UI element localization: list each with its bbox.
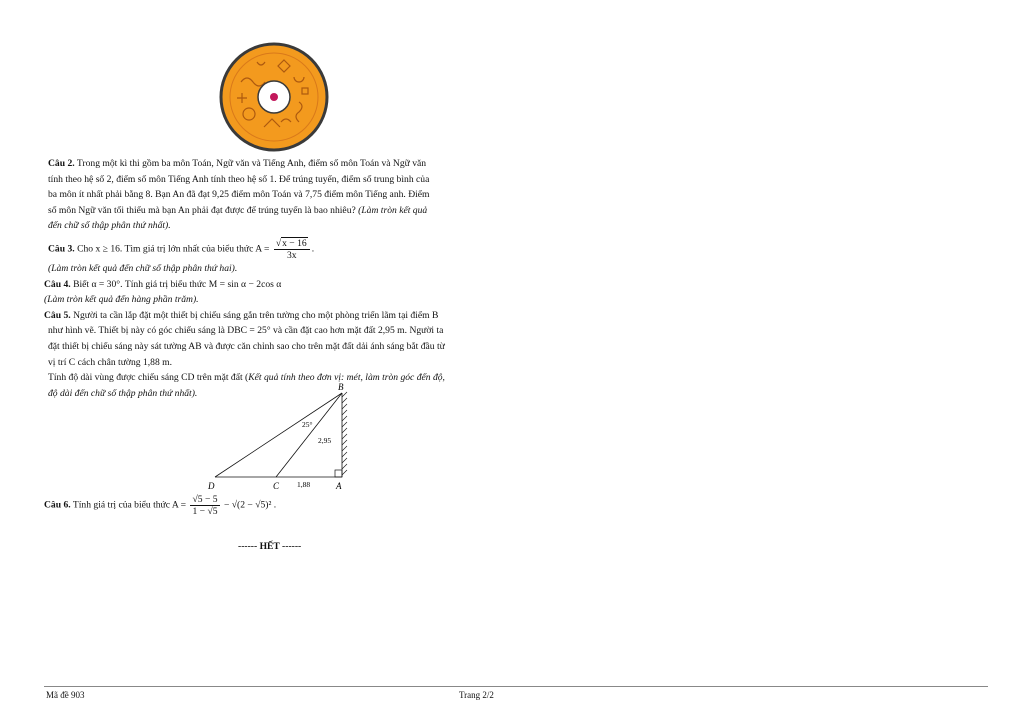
label-a: A — [336, 481, 342, 491]
base-label: 1,88 — [297, 480, 311, 489]
q4 — [44, 277, 506, 293]
question-content — [44, 156, 506, 401]
wall-hatch — [342, 392, 347, 475]
q3-label: Câu 3. — [48, 243, 75, 255]
q6-fraction — [190, 494, 219, 517]
q2-label: Câu 2. — [48, 158, 75, 169]
q5-line1: Người ta cần lắp đặt một thiết bị chiếu sáng gắn trên tường cho một phòng triển lãm tại điểm B — [73, 309, 439, 321]
footer-page-number: Trang 2/2 — [459, 690, 494, 700]
q4-note: (Làm tròn kết quả đến hàng phần trăm). — [44, 294, 199, 306]
q5-line4: vị trí C cách chân tường 1,88 m. — [48, 356, 173, 368]
angle-label: 25° — [302, 420, 313, 429]
footer-divider — [44, 686, 988, 687]
q4-label: Câu 4. — [44, 278, 71, 290]
q6 — [44, 494, 506, 517]
triangle-figure — [200, 381, 360, 493]
q3-note: (Làm tròn kết quả đến chữ số thập phân thứ hai). — [48, 262, 238, 274]
q3-fraction: $\frac{√x - 16}{3x}$ — [274, 238, 310, 261]
q2-note-b: đến chữ số thập phân thứ nhất). — [48, 220, 171, 232]
label-c: C — [273, 481, 280, 491]
label-b: B — [338, 382, 344, 392]
label-d: D — [208, 481, 215, 491]
q2-line1: Trong một kì thi gồm ba môn Toán, Ngữ văn và Tiếng Anh, điểm số môn Toán và Ngữ văn — [76, 158, 427, 169]
q2-line2: tính theo hệ số 2, điểm số môn Tiếng Anh tính theo hệ số 1. Để trúng tuyển, điểm số trung bình của — [48, 173, 430, 185]
height-label: 2,95 — [318, 436, 332, 445]
q6-denominator: 1 − √5 — [192, 506, 218, 517]
q2-line4: số môn Ngữ văn tối thiểu mà bạn An phải đạt được để trúng tuyển là bao nhiêu? — [48, 204, 356, 216]
q2 — [44, 156, 506, 172]
right-angle-mark — [335, 470, 342, 477]
q5-line3: đặt thiết bị chiếu sáng này sát tường AB và được căn chỉnh sao cho trên mặt đất dải ánh sáng bắt đầu từ — [48, 340, 445, 352]
q6-text: Tính giá trị của biểu thức A = — [72, 499, 187, 511]
q2-line3: ba môn ít nhất phải bằng 8. Bạn An đã đạt 9,25 điểm môn Toán và 7,75 điểm môn Tiếng anh. Điểm — [48, 189, 430, 201]
q5 — [44, 308, 506, 324]
q3: Câu 3. Cho x ≥ 16. Tìm giá trị lớn nhất của biểu thức A = $\frac{√x - 16}{3x}$ . — [48, 237, 315, 261]
q6-label: Câu 6. — [44, 499, 71, 511]
q6-numerator: √5 − 5 — [192, 494, 218, 505]
q3-numerator: x − 16 — [282, 237, 307, 249]
q2-note-a: (Làm tròn kết quả — [358, 204, 428, 216]
q5-note-a: Kết quả tính theo đơn vị: mét, làm tròn góc đến độ, — [248, 372, 445, 384]
q5-line5: Tính độ dài vùng được chiếu sáng CD trên mặt đất ( — [48, 372, 249, 384]
footer-exam-code: Mã đề 903 — [46, 690, 85, 700]
q4-text: Biết α = 30°. Tính giá trị biểu thức M = sin α − 2cos α — [73, 278, 282, 290]
q5-label: Câu 5. — [44, 309, 71, 321]
q3-denominator: 3x — [286, 249, 297, 261]
q5-note-b: độ dài đến chữ số thập phân thứ nhất). — [48, 387, 198, 399]
q6-rest: − √(2 − √5)² . — [223, 499, 277, 511]
q3-text: Cho x ≥ 16. Tìm giá trị lớn nhất của biểu thức A = — [77, 243, 270, 255]
line-bc — [276, 393, 342, 477]
line-bd — [215, 393, 342, 477]
end-marker: ------ HẾT ------ — [238, 541, 302, 552]
q5-line2: như hình vẽ. Thiết bị này có góc chiếu sáng là DBC = 25° và cần đặt cao hơn mặt đất 2,95 m. Người ta — [48, 325, 444, 337]
cd-logo — [219, 42, 329, 152]
